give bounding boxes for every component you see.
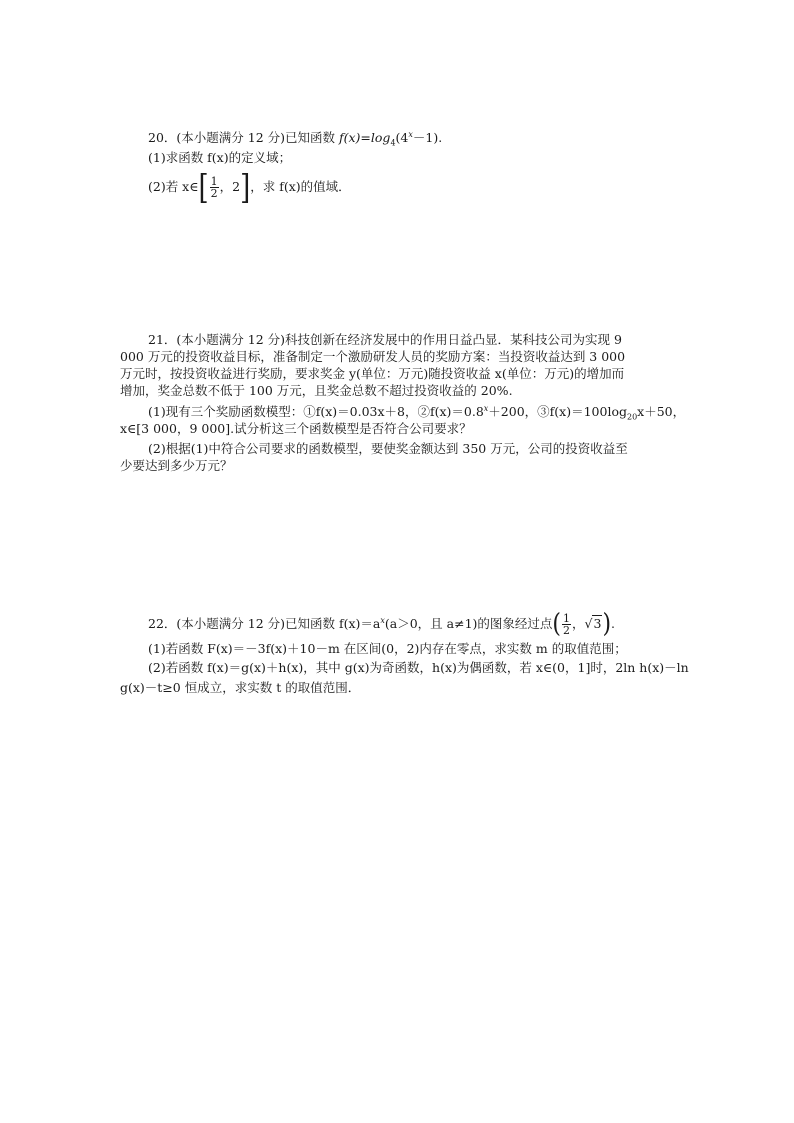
q20-part2 [148,168,351,207]
right-bracket-icon: ] [240,168,251,207]
q22-comma: ， [572,616,585,631]
q21-line6: x∈[3 000，9 000].试分析这三个函数模型是否符合公司要求？ [120,421,472,436]
q20-stem-func: f(x)=log [339,130,391,145]
q21-line5-b: ＋200，③f(x)＝100log [488,404,627,419]
q20-arg-close: －1). [412,130,443,145]
q22-stem-exp: x [380,615,385,625]
q20-exponent: x [408,129,413,139]
q22-part1: (1)若函数 F(x)＝－3f(x)＋10－m 在区间(0，2)内存在零点，求实数 m 的取值范围； [148,641,627,656]
q20-part2-suffix: ，求 f(x)的值域． [250,179,351,194]
q20-part2-prefix: (2)若 x∈ [148,179,199,194]
q20-fraction [210,176,219,199]
q21-line7: (2)根据(1)中符合公司要求的函数模型，要使奖金额达到 350 万元，公司的投资收益至 [148,441,628,456]
q20-arg-open: (4 [395,130,409,145]
q20-log-base: 4 [390,138,396,148]
q21-line5 [148,404,685,420]
q22-stem-end: . [611,616,616,631]
sqrt-icon: √3 [584,616,602,631]
q22-part2-line1: (2)若函数 f(x)＝g(x)＋h(x)，其中 g(x)为奇函数，h(x)为偶函数，若 x∈(0，1]时，2ln h(x)－ln [148,660,689,675]
right-paren-icon: ) [602,608,612,639]
q22-stem-b: (a＞0，且 a≠1)的图象经过点 [384,616,553,631]
q22-part2-line2: g(x)－t≥0 恒成立，求实数 t 的取值范围． [120,680,361,695]
q20-frac-num: 1 [210,175,218,188]
q22-stem [148,608,616,639]
q22-radicand: 3 [593,616,602,631]
q20-frac-den: 2 [210,187,218,200]
q21-line1: 21．(本小题满分 12 分)科技创新在经济发展中的作用日益凸显．某科技公司为实现 9 [148,332,622,347]
q21-line8: 少要达到多少万元？ [120,458,233,473]
left-bracket-icon: [ [198,168,209,207]
q21-line5-c: x＋50， [637,404,686,419]
q20-part1: (1)求函数 f(x)的定义域； [148,150,292,165]
q22-frac-num: 1 [563,612,570,625]
q21-line5-sub: 20 [626,412,638,422]
q22-fraction [562,613,571,636]
left-paren-icon: ( [552,608,561,639]
q21-line4: 增加，奖金总数不低于 100 万元，且奖金总数不超过投资收益的 20%. [120,383,513,398]
q20-upper: 2 [232,179,241,194]
q22-stem-a: 22．(本小题满分 12 分)已知函数 f(x)＝a [148,616,381,631]
q21-line3: 万元时，按投资收益进行奖励，要求奖金 y(单位：万元)随投资收益 x(单位：万元)的增加而 [120,366,625,381]
q21-line5-a: (1)现有三个奖励函数模型：①f(x)＝0.03x＋8，②f(x)＝0.8 [148,404,484,419]
q20-stem-prefix: 20．(本小题满分 12 分)已知函数 [148,130,339,145]
q21-line5-exp: x [483,403,489,413]
q20-comma: ， [219,179,233,194]
q21-line2: 000 万元的投资收益目标，准备制定一个激励研发人员的奖励方案：当投资收益达到 3 000 [120,349,626,364]
q20-stem [148,130,442,146]
q22-frac-den: 2 [563,624,570,637]
